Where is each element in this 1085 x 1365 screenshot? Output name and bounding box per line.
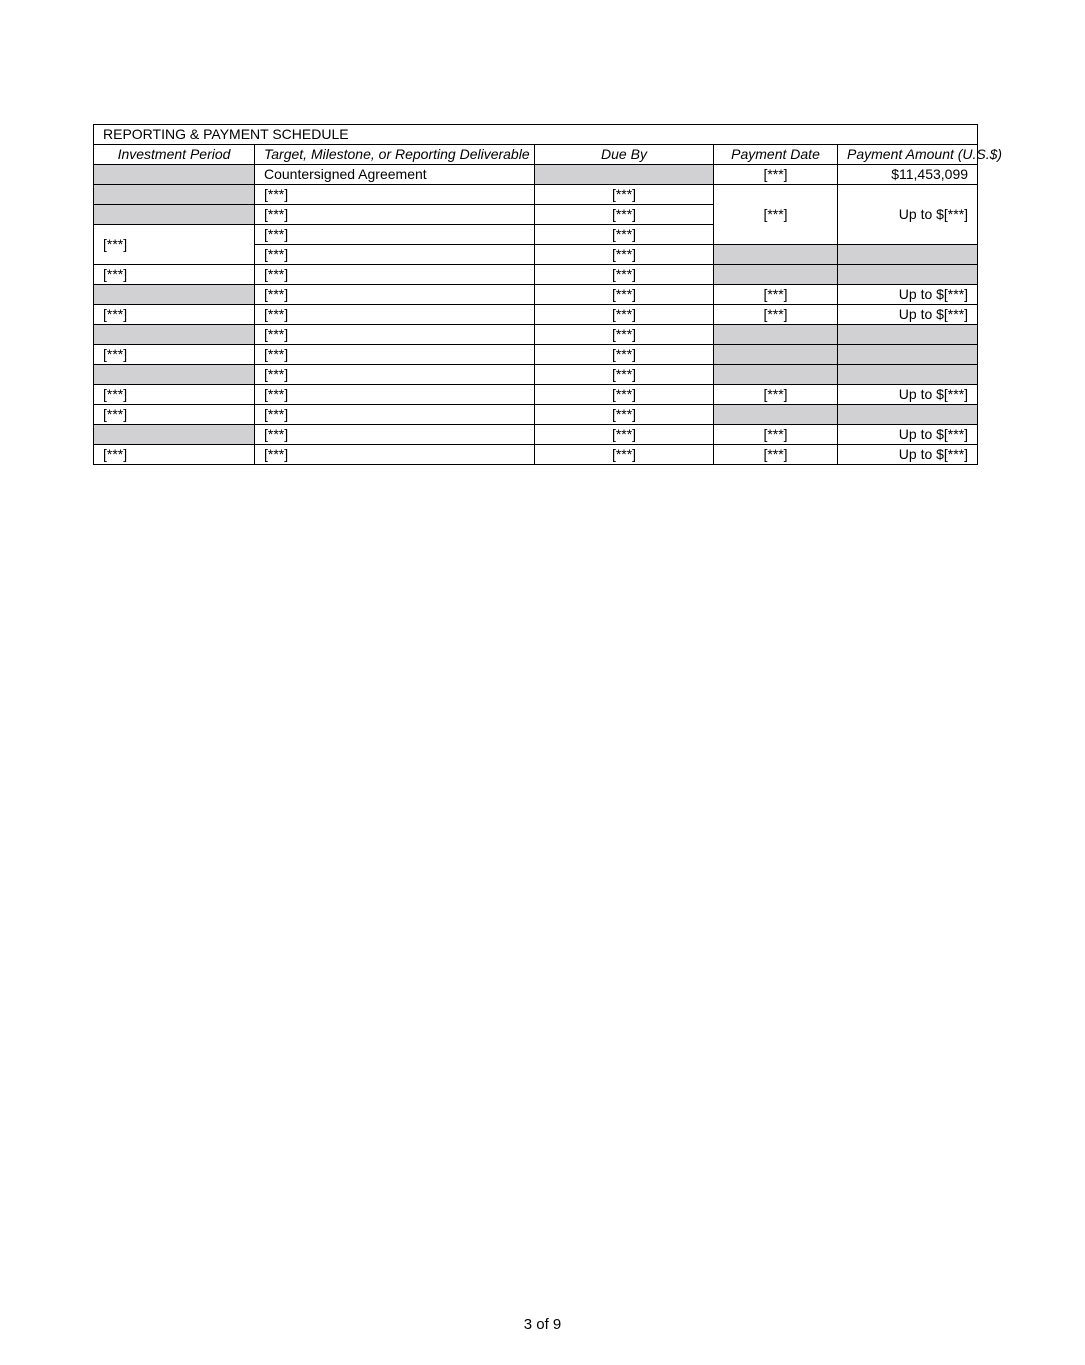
due-by-cell: [***]: [535, 345, 714, 365]
table-row: [94, 305, 978, 325]
payment-date-cell: [***]: [714, 425, 838, 445]
investment-period-cell: [***]: [94, 265, 255, 285]
due-by-cell: [***]: [535, 265, 714, 285]
table-row: [94, 265, 978, 285]
target-cell: [***]: [255, 385, 535, 405]
due-by-cell: [***]: [535, 285, 714, 305]
payment-date-cell: [***]: [714, 445, 838, 465]
investment-period-cell: [94, 425, 255, 445]
payment-date-cell: [***]: [714, 165, 838, 185]
table-row: [94, 385, 978, 405]
page-number: 3 of 9: [523, 1316, 562, 1333]
payment-amount-cell: [838, 405, 978, 425]
target-cell: [***]: [255, 205, 535, 225]
due-by-cell: [535, 165, 714, 185]
table-row: [94, 345, 978, 365]
target-cell: [***]: [255, 285, 535, 305]
due-by-cell: [***]: [535, 225, 714, 245]
payment-amount-cell: Up to $[***]: [838, 285, 978, 305]
payment-date-cell: [***]: [714, 385, 838, 405]
due-by-cell: [***]: [535, 365, 714, 385]
target-cell: [***]: [255, 325, 535, 345]
investment-period-cell: [94, 205, 255, 225]
table-row: [94, 405, 978, 425]
investment-period-cell: [94, 165, 255, 185]
payment-amount-cell: [838, 245, 978, 265]
payment-amount-cell: Up to $[***]: [838, 305, 978, 325]
payment-date-cell: [***]: [714, 285, 838, 305]
header-target-milestone: Target, Milestone, or Reporting Deliverable: [255, 145, 535, 165]
investment-period-cell: [94, 285, 255, 305]
target-cell: [***]: [255, 365, 535, 385]
target-cell: [***]: [255, 185, 535, 205]
due-by-cell: [***]: [535, 185, 714, 205]
payment-amount-cell: Up to $[***]: [838, 385, 978, 405]
due-by-cell: [***]: [535, 445, 714, 465]
target-cell: [***]: [255, 345, 535, 365]
investment-period-cell: [94, 365, 255, 385]
header-payment-amount: Payment Amount (U.S.$): [838, 145, 978, 165]
payment-date-cell: [***]: [714, 305, 838, 325]
due-by-cell: [***]: [535, 425, 714, 445]
investment-period-cell: [94, 325, 255, 345]
target-cell: Countersigned Agreement: [255, 165, 535, 185]
payment-amount-cell: [838, 325, 978, 345]
target-cell: [***]: [255, 445, 535, 465]
due-by-cell: [***]: [535, 385, 714, 405]
reporting-payment-schedule-table: [93, 124, 1003, 465]
payment-amount-cell: [838, 365, 978, 385]
due-by-cell: [***]: [535, 405, 714, 425]
payment-date-cell: [714, 345, 838, 365]
payment-amount-cell: Up to $[***]: [838, 445, 978, 465]
investment-period-cell: [***]: [94, 345, 255, 365]
target-cell: [***]: [255, 265, 535, 285]
header-investment-period: Investment Period: [94, 145, 255, 165]
header-payment-date: Payment Date: [714, 145, 838, 165]
table-title-row: [94, 125, 978, 145]
due-by-cell: [***]: [535, 245, 714, 265]
payment-date-cell: [714, 405, 838, 425]
payment-amount-cell: [838, 265, 978, 285]
investment-period-cell: [***]: [94, 385, 255, 405]
due-by-cell: [***]: [535, 305, 714, 325]
target-cell: [***]: [255, 405, 535, 425]
investment-period-cell: [***]: [94, 405, 255, 425]
payment-amount-cell: Up to $[***]: [838, 185, 978, 245]
table-row: [94, 445, 978, 465]
table-title: REPORTING & PAYMENT SCHEDULE: [94, 125, 978, 145]
payment-date-cell: [714, 245, 838, 265]
due-by-cell: [***]: [535, 325, 714, 345]
header-due-by: Due By: [535, 145, 714, 165]
payment-date-cell: [714, 365, 838, 385]
payment-date-cell: [714, 325, 838, 345]
payment-amount-cell: $11,453,099: [838, 165, 978, 185]
table-row: [94, 185, 978, 205]
investment-period-cell: [***]: [94, 445, 255, 465]
investment-period-cell: [***]: [94, 225, 255, 265]
payment-amount-cell: Up to $[***]: [838, 425, 978, 445]
table-row: [94, 285, 978, 305]
target-cell: [***]: [255, 225, 535, 245]
target-cell: [***]: [255, 425, 535, 445]
payment-date-cell: [***]: [714, 185, 838, 245]
table-row: [94, 165, 978, 185]
table-row: [94, 425, 978, 445]
target-cell: [***]: [255, 245, 535, 265]
due-by-cell: [***]: [535, 205, 714, 225]
target-cell: [***]: [255, 305, 535, 325]
table-row: [94, 365, 978, 385]
investment-period-cell: [94, 185, 255, 205]
investment-period-cell: [***]: [94, 305, 255, 325]
payment-date-cell: [714, 265, 838, 285]
payment-amount-cell: [838, 345, 978, 365]
table-header-row: [94, 145, 978, 165]
table-row: [94, 325, 978, 345]
